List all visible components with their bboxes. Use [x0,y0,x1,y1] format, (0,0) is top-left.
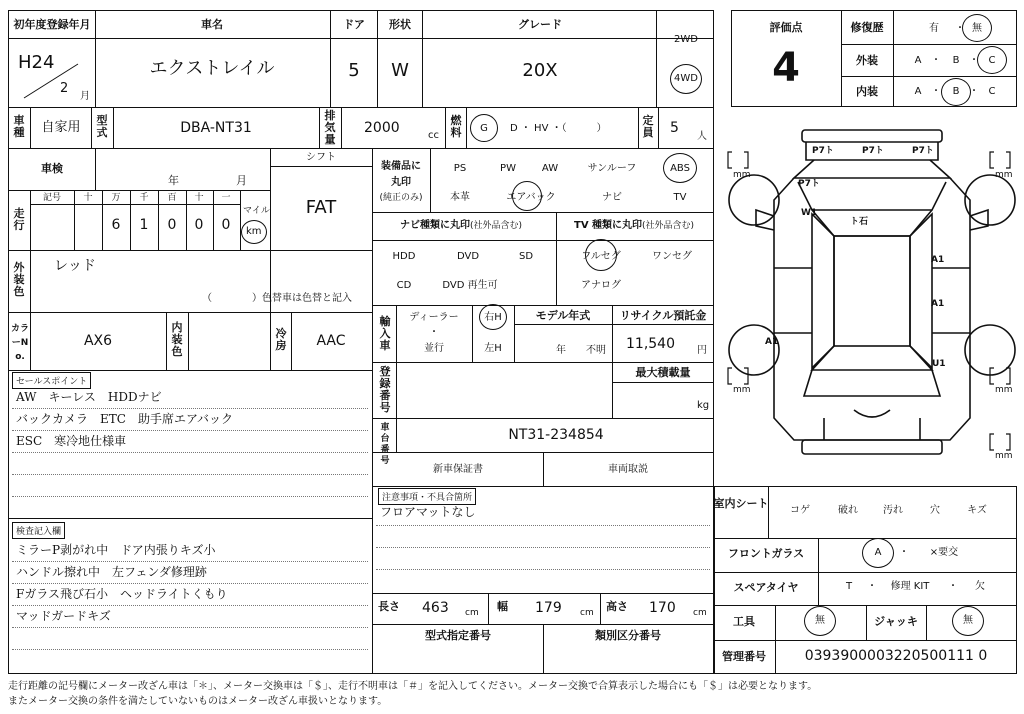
damage-label: P7ト [912,146,934,156]
exterior-a: A [914,55,922,66]
mileage-km: km [246,226,262,237]
damage-label: ト石 [850,217,869,227]
sales-line: ESC 寒冷地仕様車 [16,434,127,448]
mileage-col-sen: 千 [139,193,149,203]
ac-value: AAC [316,333,346,349]
interior-b: B [952,86,960,97]
damage-label: P7ト [798,179,820,189]
color-change-note: （ ）色替車は色替と記入 [202,293,352,304]
management-number-label: 管理番号 [722,650,766,663]
windshield-top [794,160,950,178]
equip-label: 装備品に [381,161,421,172]
mm-fr: mm [995,170,1013,180]
tire-bracket-rr [990,368,1010,384]
drive-4wd-circle [670,64,702,94]
navi-sd: SD [518,251,534,262]
import-dot: ・ [429,327,439,338]
roof [834,236,910,346]
equip-airbag-circle [512,181,542,211]
chassis-number: NT31-234854 [508,427,604,443]
tv-oneseg: ワンセグ [652,251,692,262]
equip-navi: ナビ [602,192,622,203]
mileage-col-symbol: 記号 [42,193,62,203]
reg-month-unit: 月 [80,91,90,102]
damage-label: W1 [801,208,818,218]
inspector-line: Fガラス飛び石小 ヘッドライトくもり [16,587,228,601]
usage-value: 自家用 [41,120,81,135]
import-right-hand: 右H [484,312,502,323]
equip-abs: ABS [670,163,690,174]
damage-label: U1 [932,359,946,369]
vehicle-manual: 車両取説 [608,464,648,475]
car-damage-diagram [724,118,1020,482]
equip-tv: TV [673,192,687,203]
model-label: 型式 [96,114,108,139]
inspection-year: 年 [168,174,179,187]
tv-type-title: TV 種類に丸印(社外品含む) [574,220,695,231]
fuel-gasoline-circle [470,114,498,142]
exterior-grade-label: 外装 [856,54,878,67]
rear-left-wheel [729,325,779,375]
door-count: 5 [348,60,360,81]
drive-4wd: 4WD [674,73,698,84]
width-unit: cm [580,608,594,618]
front-right-wheel [965,175,1015,225]
notes-value: フロアマットなし [380,505,476,519]
damage-label: A1 [931,299,945,309]
mm-rl: mm [733,385,751,395]
hood [798,179,946,210]
tools-value: 無 [815,615,825,626]
right-mirror [970,210,988,230]
jack-label: ジャッキ [874,615,918,628]
fuel-options: D ・ HV ・（ ） [510,123,607,134]
equip-aw: AW [541,163,559,174]
interior-grade-label: 内装 [856,85,878,98]
ac-label: 冷房 [275,327,287,352]
rear-emblem [854,410,890,417]
capacity-value: 5 [670,120,679,136]
front-bumper [802,130,942,142]
repair-history-label: 修復歴 [850,21,884,34]
mm-rr: mm [995,385,1013,395]
reg-divider-slash [22,60,82,100]
equip-airbag: エアバック [506,192,556,203]
mileage-digit: 1 [139,217,149,233]
chassis-label: 車台番号 [380,423,390,466]
width-value: 179 [535,600,562,616]
equip-ps: PS [453,163,467,174]
car-name-header: 車名 [201,18,223,31]
tv-fullseg: フルセグ [581,251,621,262]
mm-fl: mm [733,170,751,180]
recycle-amount: 11,540 [626,336,675,352]
mileage-col-ichi: 一 [221,193,231,203]
import-parallel: 並行 [424,343,444,354]
rear-bumper [802,440,942,454]
color-code-value: AX6 [83,333,113,349]
length-value: 463 [422,600,449,616]
sheet-scratch: キズ [967,505,987,516]
displacement-label: 排気量 [324,109,336,146]
max-load-unit: kg [697,400,710,411]
capacity-unit: 人 [697,131,707,142]
tire-bracket-fr [990,152,1010,168]
rear-glass [812,346,932,370]
exterior-color-value: レッド [54,258,96,274]
height-label: 高さ [606,600,628,613]
interior-c: C [988,86,996,97]
sheet-hole: 穴 [930,505,940,516]
right-side-window [910,214,932,368]
fuel-label: 燃料 [450,114,462,139]
front-glass-dot: ・ [899,547,909,558]
mm-spare: mm [995,451,1013,461]
tire-bracket-rl [728,368,748,384]
interior-a: A [914,86,922,97]
front-glass-a: A [874,547,882,558]
height-value: 170 [649,600,676,616]
mileage-col-10man: 十 [83,193,93,203]
import-label: 輸入車 [379,315,391,352]
damage-label: A1 [765,337,779,347]
rear-hatch [804,370,940,396]
displacement-unit: cc [428,130,439,141]
recycle-label: リサイクル預託金 [619,309,707,322]
mileage-label: 走行 [13,207,25,232]
navi-cd: CD [396,280,412,291]
sales-point-label: セールスポイント [12,372,91,389]
mileage-digit: 0 [167,217,177,233]
spare-t: T [845,581,853,592]
exterior-b: B [952,55,960,66]
equip-abs-circle [663,153,697,183]
left-mirror [756,210,774,230]
navi-dvd: DVD [456,251,480,262]
body-shape: W [391,60,409,81]
sheet-tear: 破れ [838,505,858,516]
usage-label: 車種 [13,114,25,139]
exterior-c: C [988,55,996,66]
damage-label: P7ト [862,146,884,156]
navi-type-title: ナビ種類に丸印(社外品含む) [400,220,523,231]
jack-none-circle [952,606,984,636]
sheet-burn: コゲ [790,505,810,516]
spare-tire-label: スペアタイヤ [733,581,799,594]
mileage-col-hyaku: 百 [167,193,177,203]
import-right-hand-circle [479,304,507,330]
equip-leather: 本革 [450,192,470,203]
inspector-line: ミラーP剥がれ中 ドア内張りキズ小 [16,543,216,557]
displacement-value: 2000 [364,120,400,136]
repair-no-circle [962,14,992,42]
spare-dot: ・ [948,581,958,592]
tv-fullseg-circle [585,239,617,271]
interior-color-label: 内装色 [171,321,183,358]
exterior-c-circle [977,46,1007,74]
mileage-km-circle [241,220,267,244]
model-value: DBA-NT31 [180,120,252,136]
navi-hdd: HDD [392,251,416,262]
front-glass-label: フロントガラス [727,547,805,560]
tv-analog: アナログ [581,280,621,291]
mileage-digit: 6 [111,217,121,233]
new-car-warranty: 新車保証書 [433,464,483,475]
repair-yes: 有 [929,23,939,34]
inspector-notes-label: 検査記入欄 [12,522,65,539]
left-side-window [812,214,834,368]
front-left-wheel [729,175,779,225]
damage-label: A1 [931,255,945,265]
model-year-unknown: 不明 [586,345,606,356]
max-load-label: 最大積載量 [635,366,691,379]
spare-dot: ・ [867,581,877,592]
front-glass-a-circle [862,538,894,568]
shift-label: シフト [306,152,336,163]
shift-value: FAT [305,197,337,218]
height-unit: cm [693,608,707,618]
damage-label: P7ト [812,146,834,156]
score-label: 評価点 [769,21,803,34]
reg-era-year: H24 [18,52,55,73]
mileage-digit: 0 [221,217,231,233]
recycle-yen: 円 [697,345,707,356]
footer-note-line1: 走行距離の記号欄にメーター改ざん車は「＊」、メーター交換車は「＄」、走行不明車は「＃」を記入してください。メーター交換で合算表示した場合にも「＄」は必要となります。 [8,681,818,692]
fuel-gasoline: G [480,123,488,134]
registration-label: 登録番号 [379,365,391,414]
inspector-line: ハンドル擦れ中 左フェンダ修理跡 [16,565,207,579]
tools-none-circle [804,606,836,636]
equip-pw: PW [500,163,516,174]
tire-bracket-spare [990,434,1010,450]
spare-repair-kit: 修理 KIT [890,581,930,592]
length-label: 長さ [378,600,400,613]
mileage-col-juu: 十 [194,193,204,203]
management-number: 0393900003220500111 0 [804,648,988,664]
navi-dvd-playback: DVD 再生可 [442,280,498,291]
inspector-line: マッドガードキズ [16,609,111,623]
mileage-col-man: 万 [111,193,121,203]
inspection-month: 月 [236,174,247,187]
type-designation-label: 型式指定番号 [425,629,491,642]
doors-header: ドア [343,18,365,31]
rear-lamps [824,418,920,440]
mileage-mile: マイル [243,206,270,216]
color-code-label: カラーNo. [10,324,29,362]
drive-2wd: 2WD [674,34,698,45]
jack-value: 無 [963,615,973,626]
repair-no: 無 [972,23,982,34]
grade-value: 20X [522,60,558,81]
capacity-label: 定員 [642,114,654,139]
width-label: 幅 [497,600,508,613]
interior-b-circle [941,78,971,106]
interior-sheet-label: 室内シート [713,497,769,510]
length-unit: cm [465,608,479,618]
category-number-label: 類別区分番号 [595,629,661,642]
sales-line: バックカメラ ETC 助手席エアバック [16,412,233,426]
sales-line: AW キーレス HDDナビ [16,390,162,404]
import-left-hand: 左H [484,343,502,354]
shape-header: 形状 [389,18,411,31]
first-reg-header: 初年度登録年月 [13,18,91,31]
footer-note-line2: またメーター交換の条件を満たしていないものはメーター改ざん車扱いとなります。 [8,696,388,707]
equip-label-circle: 丸印 [391,177,411,188]
mileage-digit: 0 [194,217,204,233]
exterior-color-label: 外装色 [13,261,25,298]
notes-label: 注意事項・不具合箇所 [378,488,476,505]
grade-header: グレード [518,18,562,31]
import-dealer: ディーラー [409,312,459,323]
model-year-label: モデル年式 [535,309,591,322]
equip-sunroof: サンルーフ [587,163,637,174]
tire-bracket-fl [728,152,748,168]
inspection-label: 車検 [41,162,63,175]
tools-label: 工具 [733,615,755,628]
spare-missing: 欠 [975,581,985,592]
score-value: 4 [772,45,800,91]
model-year-unit: 年 [556,345,566,356]
car-name: エクストレイル [149,58,275,79]
sheet-stain: 汚れ [883,505,903,516]
equip-label-genuine: (純正のみ) [379,193,423,203]
reg-month: 2 [60,81,69,96]
front-glass-replace: ×要交 [929,547,959,558]
